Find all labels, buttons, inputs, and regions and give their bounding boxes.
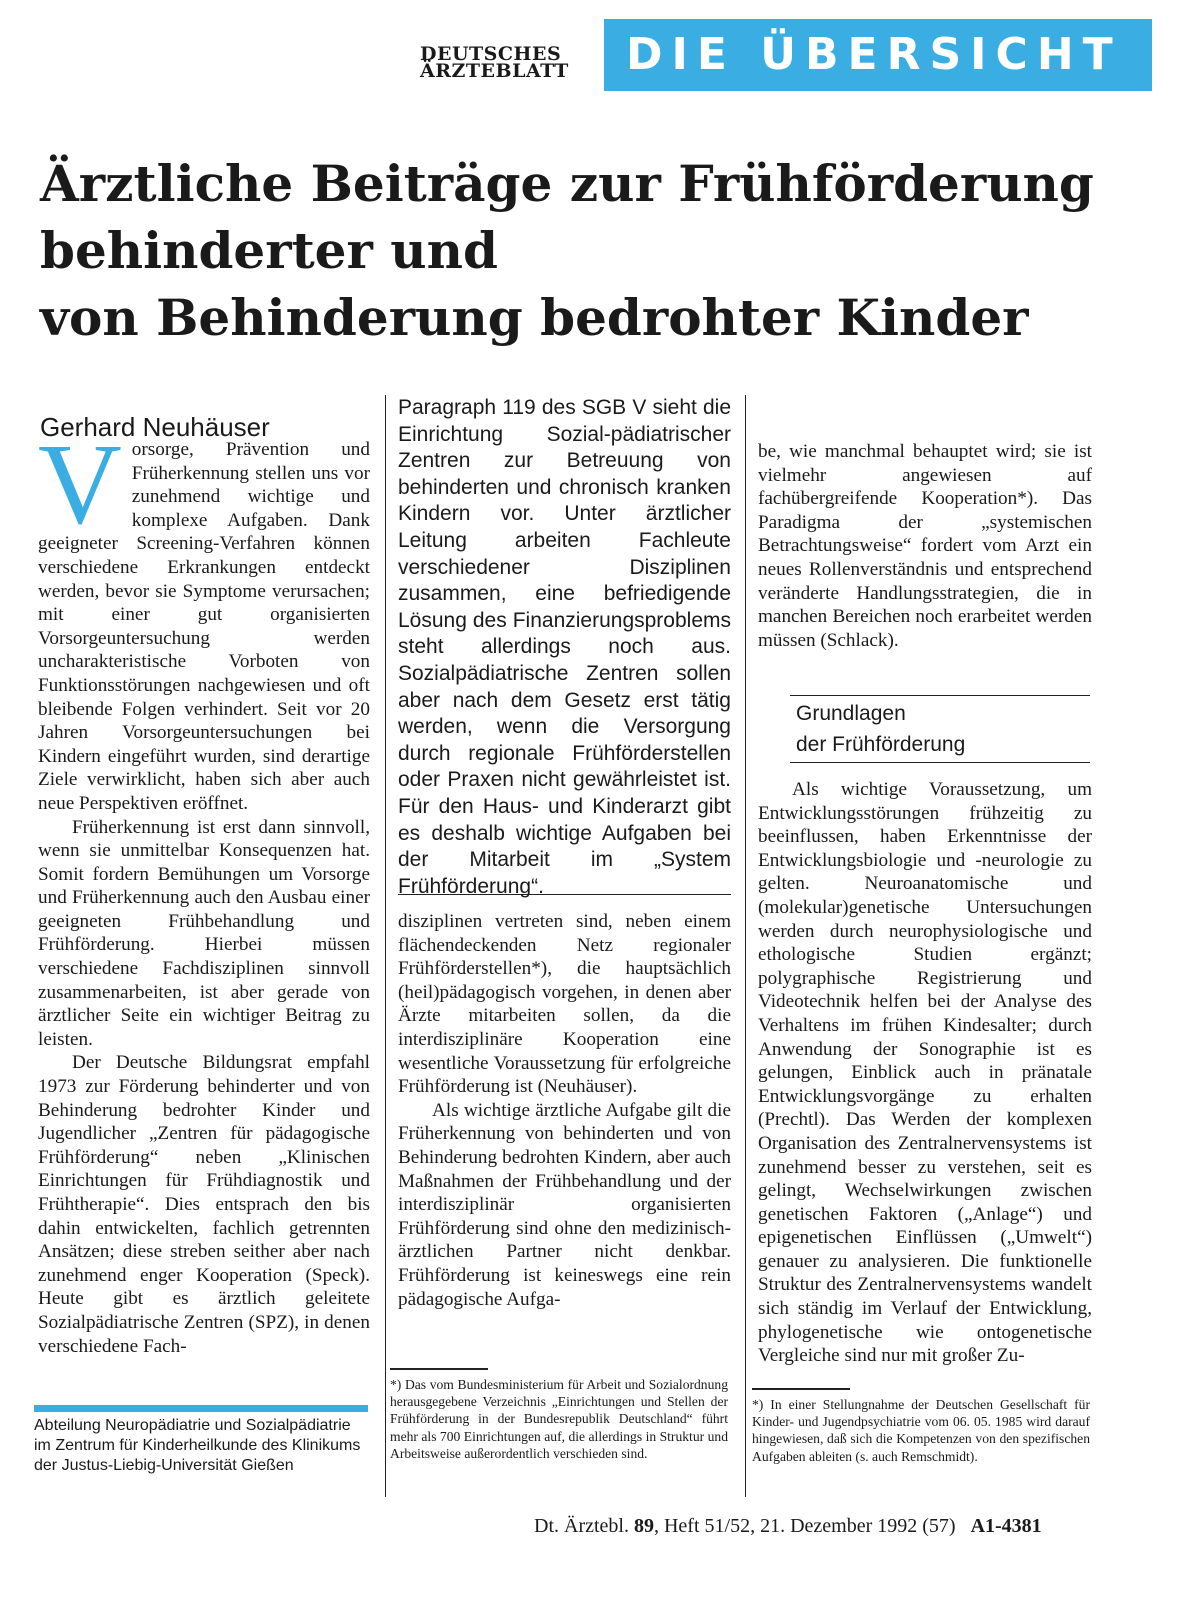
heading-text [790, 696, 1090, 762]
footnote-column-2 [390, 1368, 728, 1462]
column-divider [745, 395, 746, 1497]
page-number: A1-4381 [970, 1515, 1042, 1537]
footnote-text: *) In einer Stellungnahme der Deutschen Gesellschaft für Kinder- und Jugendpsychiatrie vom 06. 05. 1985 wird darauf hingewiesen, daß sich die Kompetenzen von den spezifischen Aufgaben ableiten (s. auch Remschmidt). [752, 1397, 1090, 1464]
section-banner: DIE ÜBERSICHT [604, 19, 1152, 91]
column-3 [758, 778, 1092, 1368]
column-2 [398, 910, 731, 1311]
footnote-rule [390, 1368, 488, 1370]
title-line-2: behinderter und [40, 221, 498, 280]
journal-name: Dt. Ärztebl. [534, 1515, 629, 1537]
column-divider [385, 395, 386, 1497]
paragraph-text: orsorge, Prävention und Früherkennung stellen uns vor zunehmend wichtige und komplexe Aufgaben. Dank geeigneter Screening-Verfahren können verschiedene Erkrankungen entdeckt werden, bevor sie Symptome verursachen; mit einer gut organisierten Vorsorgeuntersuchung werden uncharakteristische Vorboten von Funktionsstörungen nachgewiesen und oft bleibende Folgen verhindert. Seit vor 20 Jahren Vorsorgeuntersuchungen bei Kindern eingeführt wurden, sind derartige Ziele verwirklicht, haben sich aber auch neue Perspektiven eröffnet. [38, 439, 370, 814]
footnote-column-3 [752, 1388, 1090, 1465]
heading-line-2: der Frühförderung [796, 733, 966, 756]
paragraph: Als wichtige ärztliche Aufgabe gilt die Früherkennung von behinderten und von Behinderung bedrohten Kindern, aber auch Maßnahmen der Frühbehandlung und der interdisziplinär organisierten Frühförderung sind ohne den medizinisch-ärztlichen Partner nicht denkbar. Frühförderung ist keineswegs eine rein pädagogische Aufga- [398, 1099, 731, 1310]
title-line-3: von Behinderung bedrohter Kinder [40, 288, 1029, 347]
affiliation-bar [34, 1405, 368, 1412]
paragraph: Früherkennung ist erst dann sinnvoll, wenn sie unmittelbar Konsequenzen hat. Somit fordern Bemühungen um Vorsorge und Früherkennung auch den Ausbau einer geeigneten Frühbehandlung und Frühförderung. Hierbei müssen verschiedene Fachdisziplinen sinnvoll zusammenarbeiten, ist aber gerade von ärztlicher Seite ein wichtiger Beitrag zu leisten. [38, 816, 370, 1050]
heading-rule [790, 762, 1090, 763]
section-heading [790, 695, 1090, 763]
masthead-line-1: DEUTSCHES [420, 43, 562, 65]
intro-box: Paragraph 119 des SGB V sieht die Einrichtung Sozial-pädiatrischer Zentren zur Betreuung von behinderten und chronisch kranken Kindern vor. Unter ärztlicher Leitung arbeiten Fachleute verschiedener Disziplinen zusammen, eine befriedigende Lösung des Finanzierungsproblems steht allerdings noch aus. Sozialpädiatrische Zentren sollen aber nach dem Gesetz erst tätig werden, wenn die Versorgung durch regionale Frühförderstellen oder Praxen nicht gewährleistet ist. Für den Haus- und Kinderarzt gibt es deshalb wichtige Aufgaben bei der Mitarbeit im „System Frühförderung“. [398, 396, 731, 898]
paragraph: Als wichtige Voraussetzung, um Entwicklungsstörungen frühzeitig zu beeinflussen, haben Erkenntnisse der Entwicklungsbiologie und -neurologie zu gelten. Neuroanatomische und (molekular)genetische Untersuchungen werden durch neurophysiologische und ethologische Studien ergänzt; polygraphische Registrierung und Videotechnik helfen bei der Analyse des Verhaltens im frühen Kindesalter; durch Anwendung der Sonographie ist es gelungen, Einblick auch in pränatale Entwicklungsvorgänge zu erhalten (Prechtl). Das Werden der komplexen Organisation des Zentralnervensystems ist zunehmend besser zu verstehen, seit es gelingt, Wechselwirkungen zwischen genetischen Faktoren („Anlage“) und epigenetischen Einflüssen („Umwelt“) genauer zu analysieren. Die funktionelle Struktur des Zentralnervensystems wandelt sich ständig im Verlauf der Entwicklung, phylogenetische wie ontogenetische Vergleiche sind nur mit großer Zu- [758, 779, 1092, 1367]
article-title [40, 150, 1140, 351]
journal-masthead [420, 43, 569, 82]
title-line-1: Ärztliche Beiträge zur Frühförderung [40, 154, 1094, 213]
issue-date: , Heft 51/52, 21. Dezember 1992 (57) [653, 1515, 956, 1537]
drop-cap: V [38, 421, 122, 549]
column-3-top [758, 440, 1092, 652]
paragraph: Der Deutsche Bildungsrat empfahl 1973 zur Förderung behinderter und von Behinderung bedrohter Kinder und Jugendlicher „Zentren für pädagogische Frühförderung“ neben „Klinischen Einrichtungen für Frühdiagnostik und Frühtherapie“. Dies entsprach den bis dahin entwickelten, fachlich getrennten Ansätzen; diese streben seither aber nach zunehmend enger Kooperation (Speck). Heute gibt es ärztlich geleitete Sozialpädiatrische Zentren (SPZ), in denen verschiedene Fach- [38, 1052, 370, 1357]
footnote-text: *) Das vom Bundesministerium für Arbeit und Sozialordnung herausgegebene Verzeichnis „Einrichtungen und Stellen der Frühförderung in der Bundesrepublik Deutschland“ führt mehr als 700 Einrichtungen auf, die allerdings in Struktur und Arbeitsweise außerordentlich verschieden sind. [390, 1377, 728, 1461]
footnote-rule [752, 1388, 850, 1390]
author-name: Gerhard Neuhäuser [40, 412, 270, 442]
paragraph: disziplinen vertreten sind, neben einem flächendeckenden Netz regionaler Frühförderstellen*), die hauptsächlich (heil)pädagogisch vorgehen, in denen aber Ärzte mitarbeiten sollen, da die interdisziplinäre Kooperation eine wesentliche Voraussetzung für erfolgreiche Frühförderung ist (Neuhäuser). [398, 911, 731, 1098]
author-affiliation: Abteilung Neuropädiatrie und Sozialpädiatrie im Zentrum für Kinderheilkunde des Klinikums der Justus-Liebig-Universität Gießen [34, 1417, 361, 1474]
volume-number: 89 [633, 1515, 654, 1537]
masthead-line-2: ÄRZTEBLATT [420, 60, 569, 82]
paragraph: be, wie manchmal behauptet wird; sie ist vielmehr angewiesen auf fachübergreifende Kooperation*). Das Paradigma der „systemischen Betrachtungsweise“ fordert vom Arzt ein neues Rollenverständnis und entsprechend veränderte Handlungsstrategien, die in manchen Bereichen noch erarbeitet werden müssen (Schlack). [758, 441, 1092, 651]
page-footer [534, 1515, 1042, 1538]
heading-line-1: Grundlagen [796, 702, 906, 725]
